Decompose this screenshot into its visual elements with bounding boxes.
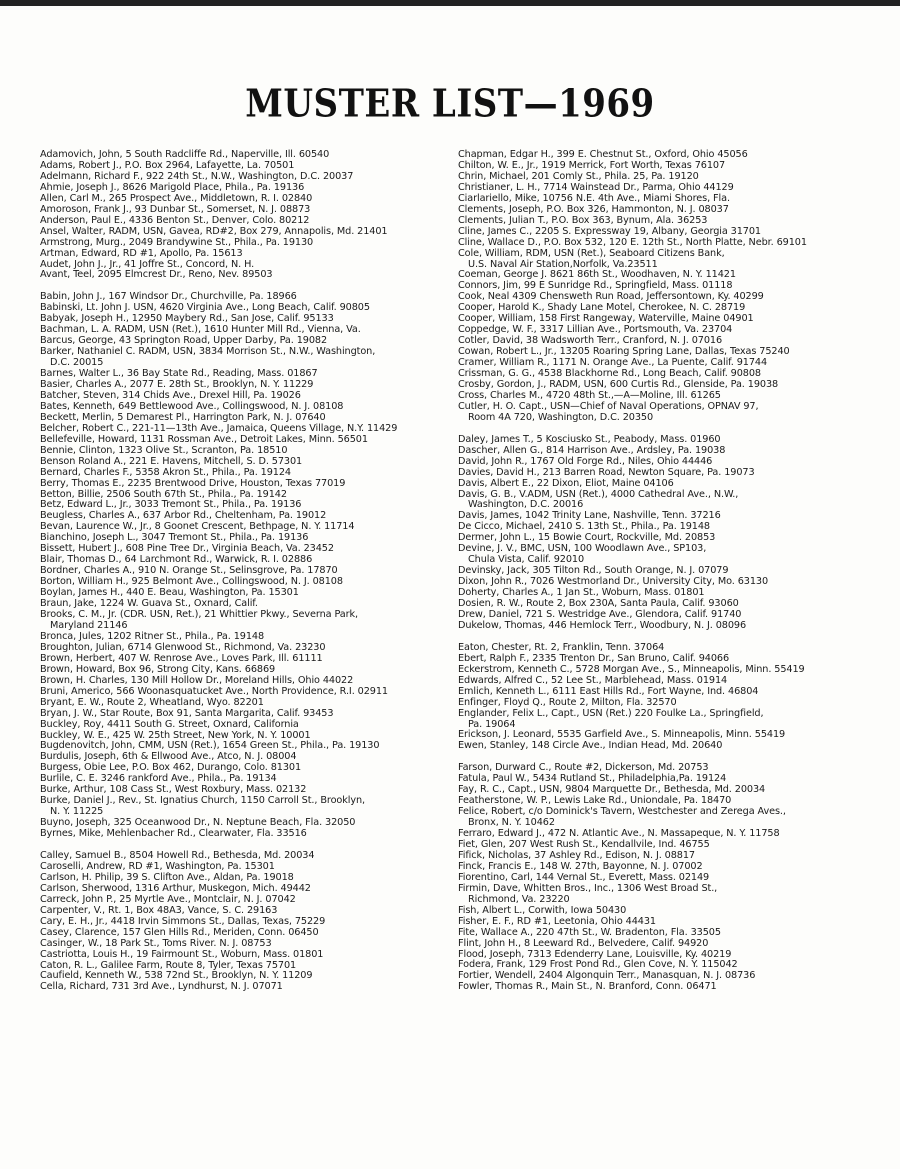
muster-entry: Basier, Charles A., 2077 E. 28th St., Brooklyn, N. Y. 11229 [40, 379, 314, 390]
muster-entry: Emlich, Kenneth L., 6111 East Hills Rd., Fort Wayne, Ind. 46804 [458, 685, 759, 697]
muster-entry: Ewen, Stanley, 148 Circle Ave., Indian Head, Md. 20640 [458, 740, 723, 752]
muster-entry: Carlson, H. Philip, 39 S. Clifton Ave., Aldan, Pa. 19018 [40, 871, 294, 883]
muster-entry-continuation: Maryland 21146 [50, 619, 128, 631]
muster-entry: Bachman, L. A. RADM, USN (Ret.), 1610 Hunter Mill Rd., Vienna, Va. [40, 324, 361, 336]
muster-entry: Burgess, Obie Lee, P.O. Box 462, Durango, Colo. 81301 [40, 762, 302, 774]
page-title: MUSTER LIST—1969 [245, 81, 655, 127]
muster-entry: Firmin, Dave, Whitten Bros., Inc., 1306 West Broad St., [458, 882, 718, 894]
muster-entry: Fite, Wallace A., 220 47th St., W. Bradenton, Fla. 33505 [458, 926, 721, 938]
muster-entry-continuation: Richmond, Va. 23220 [468, 893, 570, 905]
muster-entry: Bryant, E. W., Route 2, Wheatland, Wyo. 82201 [40, 696, 264, 708]
muster-entry: Doherty, Charles A., 1 Jan St., Woburn, Mass. 01801 [458, 587, 705, 599]
muster-entry: Brown, Herbert, 407 W. Renrose Ave., Loves Park, Ill. 61111 [40, 652, 323, 664]
muster-entry: Chapman, Edgar H., 399 E. Chestnut St., Oxford, Ohio 45056 [458, 149, 748, 160]
muster-entry: Casinger, W., 18 Park St., Toms River. N. J. 08753 [40, 937, 272, 949]
muster-entry: Crissman, G. G., 4538 Blackhorne Rd., Long Beach, Calif. 90808 [458, 368, 761, 380]
muster-entry: Cary, E. H., Jr., 4418 Irvin Simmons St., Dallas, Texas, 75229 [40, 915, 326, 927]
muster-entry: Crosby, Gordon, J., RADM, USN, 600 Curtis Rd., Glenside, Pa. 19038 [458, 379, 779, 391]
muster-entry-continuation: Chula Vista, Calif. 92010 [468, 554, 585, 566]
muster-entry: Bellefeville, Howard, 1131 Rossman Ave., Detroit Lakes, Minn. 56501 [40, 433, 368, 445]
muster-entry: Buyno, Joseph, 325 Oceanwood Dr., N. Neptune Beach, Fla. 32050 [40, 817, 356, 829]
muster-entry: Caton, R. L., Galilee Farm, Route 8, Tyler, Texas 75701 [40, 959, 297, 971]
muster-entry: Carlson, Sherwood, 1316 Arthur, Muskegon, Mich. 49442 [40, 882, 311, 894]
muster-entry: Betz, Edward L., Jr., 3033 Tremont St., Phila., Pa. 19136 [40, 499, 302, 511]
muster-entry: Ansel, Walter, RADM, USN, Gavea, RD#2, Box 279, Annapolis, Md. 21401 [40, 225, 388, 237]
muster-entry-continuation: Room 4A 720, Washington, D.C. 20350 [468, 411, 654, 423]
muster-entry-continuation: Pa. 19064 [468, 718, 516, 730]
muster-entry: Babyak, Joseph H., 12950 Maybery Rd., San Jose, Calif. 95133 [40, 313, 334, 325]
muster-entry: Dascher, Allen G., 814 Harrison Ave., Ardsley, Pa. 19038 [458, 444, 726, 456]
muster-entry: Eckerstrom, Kenneth C., 5728 Morgan Ave., S., Minneapolis, Minn. 55419 [458, 663, 805, 675]
muster-entry: Davis, G. B., V.ADM, USN (Ret.), 4000 Cathedral Ave., N.W., [458, 488, 739, 500]
muster-entry: Brown, H. Charles, 130 Mill Hollow Dr., Moreland Hills, Ohio 44022 [40, 674, 354, 686]
muster-entry: Bugdenovitch, John, CMM, USN (Ret.), 1654 Green St., Phila., Pa. 19130 [40, 740, 380, 752]
muster-entry: Fifick, Nicholas, 37 Ashley Rd., Edison, N. J. 08817 [458, 849, 695, 861]
muster-entry: Cook, Neal 4309 Chensweth Run Road, Jeffersontown, Ky. 40299 [458, 291, 764, 303]
muster-entry: Brooks, C. M., Jr. (CDR. USN, Ret.), 21 Whittier Pkwy., Severna Park, [40, 609, 358, 621]
muster-entry: Carpenter, V., Rt. 1, Box 48A3, Vance, S. C. 29163 [40, 904, 278, 916]
muster-entry: Babinski, Lt. John J. USN, 4620 Virginia Ave., Long Beach, Calif. 90805 [40, 302, 370, 314]
muster-entry: Byrnes, Mike, Mehlenbacher Rd., Clearwater, Fla. 33516 [40, 828, 307, 840]
muster-entry: Eaton, Chester, Rt. 2, Franklin, Tenn. 37064 [458, 641, 665, 653]
muster-entry: Cline, James C., 2205 S. Expressway 19, Albany, Georgia 31701 [458, 225, 761, 237]
muster-entry: Adelmann, Richard F., 922 24th St., N.W., Washington, D.C. 20037 [40, 170, 354, 182]
muster-entry: Castriotta, Louis H., 19 Fairmount St., Woburn, Mass. 01801 [40, 948, 324, 960]
muster-entry: Bronca, Jules, 1202 Ritner St., Phila., Pa. 19148 [40, 630, 265, 642]
muster-entry: Bates, Kenneth, 649 Bettlewood Ave., Collingswood, N. J. 08108 [40, 400, 344, 412]
muster-entry: Boylan, James H., 440 E. Beau, Washington, Pa. 15301 [40, 587, 299, 599]
muster-entry: De Cicco, Michael, 2410 S. 13th St., Phila., Pa. 19148 [458, 521, 710, 533]
muster-entry: Erickson, J. Leonard, 5535 Garfield Ave., S. Minneapolis, Minn. 55419 [458, 729, 786, 741]
muster-entry: Carreck, John P., 25 Myrtle Ave., Montclair, N. J. 07042 [40, 893, 296, 905]
muster-entry: Fiorentino, Carl, 144 Vernal St., Everett, Mass. 02149 [458, 871, 710, 883]
muster-entry: Beckett, Merlin, 5 Demarest Pl., Harrington Park, N. J. 07640 [40, 411, 326, 423]
muster-entry-continuation: U.S. Naval Air Station,Norfolk, Va.23511 [468, 258, 658, 270]
muster-entry: Enfinger, Floyd Q., Route 2, Milton, Fla. 32570 [458, 696, 677, 708]
muster-entry: Blair, Thomas D., 64 Larchmont Rd., Warwick, R. I. 02886 [40, 554, 313, 566]
muster-entry: Cutler, H. O. Capt., USN—Chief of Naval Operations, OPNAV 97, [458, 400, 759, 412]
muster-entry: Cooper, William, 158 First Rangeway, Waterville, Maine 04901 [458, 313, 754, 325]
muster-entry: Dukelow, Thomas, 446 Hemlock Terr., Woodbury, N. J. 08096 [458, 619, 747, 631]
muster-entry: Felice, Robert, c/o Dominick's Tavern, Westchester and Zerega Aves., [458, 806, 786, 818]
muster-entry: Fortier, Wendell, 2404 Algonquin Terr., Manasquan, N. J. 08736 [458, 970, 756, 982]
muster-entry: Adamovich, John, 5 South Radcliffe Rd., Naperville, Ill. 60540 [40, 149, 330, 160]
muster-entry: Clements, Joseph, P.O. Box 326, Hammonton, N. J. 08037 [458, 203, 729, 215]
muster-entry: Audet, John J., Jr., 41 Joffre St., Concord, N. H. [40, 258, 255, 270]
muster-entry-continuation: Bronx, N. Y. 10462 [468, 817, 555, 829]
muster-entry: Ferraro, Edward J., 472 N. Atlantic Ave., N. Massapeque, N. Y. 11758 [458, 828, 780, 840]
muster-entry-continuation: D.C. 20015 [50, 357, 104, 369]
muster-entry: Coppedge, W. F., 3317 Lillian Ave., Portsmouth, Va. 23704 [458, 324, 733, 336]
muster-entry: Avant, Teel, 2095 Elmcrest Dr., Reno, Nev. 89503 [40, 269, 273, 281]
left-column [40, 150, 460, 993]
muster-entry: Armstrong, Murg., 2049 Brandywine St., Phila., Pa. 19130 [40, 236, 314, 248]
muster-entry: Ciarlariello, Mike, 10756 N.E. 4th Ave., Miami Shores, Fla. [458, 192, 730, 204]
right-column [458, 150, 888, 993]
muster-entry: Anderson, Paul E., 4336 Benton St., Denver, Colo. 80212 [40, 214, 310, 226]
muster-entry: Bryan, J. W., Star Route, Box 91, Santa Margarita, Calif. 93453 [40, 707, 334, 719]
muster-entry: Clements, Julian T., P.O. Box 363, Bynum, Ala. 36253 [458, 214, 708, 226]
muster-entry: Finck, Francis E., 148 W. 27th, Bayonne, N. J. 07002 [458, 860, 703, 872]
muster-entry: Fowler, Thomas R., Main St., N. Branford, Conn. 06471 [458, 981, 717, 993]
muster-entry: Bissett, Hubert J., 608 Pine Tree Dr., Virginia Beach, Va. 23452 [40, 543, 334, 555]
muster-entry: Bordner, Charles A., 910 N. Orange St., Selinsgrove, Pa. 17870 [40, 565, 338, 577]
muster-entry: Bianchino, Joseph L., 3047 Tremont St., Phila., Pa. 19136 [40, 532, 309, 544]
muster-entry: Cooper, Harold K., Shady Lane Motel, Cherokee, N. C. 28719 [458, 302, 746, 314]
muster-entry: Batcher, Steven, 314 Chids Ave., Drexel Hill, Pa. 19026 [40, 389, 301, 401]
muster-entry: Cole, William, RDM, USN (Ret.), Seaboard Citizens Bank, [458, 247, 725, 259]
muster-entry: Davis, James, 1042 Trinity Lane, Nashville, Tenn. 37216 [458, 510, 721, 522]
muster-entry: Davis, Albert E., 22 Dixon, Eliot, Maine 04106 [458, 477, 674, 489]
muster-entry: Cramer, William R., 1171 N. Orange Ave., La Puente, Calif. 91744 [458, 357, 768, 369]
muster-entry: Bennie, Clinton, 1323 Olive St., Scranton, Pa. 18510 [40, 444, 288, 456]
muster-entry: Coeman, George J. 8621 86th St., Woodhaven, N. Y. 11421 [458, 269, 736, 281]
muster-entry: Barnes, Walter L., 36 Bay State Rd., Reading, Mass. 01867 [40, 368, 318, 380]
muster-entry: Flood, Joseph, 7313 Edenderry Lane, Louisville, Ky. 40219 [458, 948, 732, 960]
muster-entry: Brown, Howard, Box 96, Strong City, Kans. 66869 [40, 663, 276, 675]
muster-entry: Braun, Jake, 1224 W. Guava St., Oxnard, Calif. [40, 598, 258, 610]
muster-entry: Devinsky, Jack, 305 Tilton Rd., South Orange, N. J. 07079 [458, 565, 729, 577]
muster-entry: Babin, John J., 167 Windsor Dr., Churchville, Pa. 18966 [40, 291, 297, 303]
muster-entry: Drew, Daniel, 721 S. Westridge Ave., Glendora, Calif. 91740 [458, 609, 742, 621]
muster-entry: Broughton, Julian, 6714 Glenwood St., Richmond, Va. 23230 [40, 641, 326, 653]
muster-entry: Dixon, John R., 7026 Westmorland Dr., University City, Mo. 63130 [458, 576, 769, 588]
muster-entry: Chilton, W. E., Jr., 1919 Merrick, Fort Worth, Texas 76107 [458, 159, 726, 171]
muster-entry-continuation: Washington, D.C. 20016 [468, 499, 584, 511]
muster-entry: Englander, Felix L., Capt., USN (Ret.) 220 Foulke La., Springfield, [458, 707, 764, 719]
muster-entry: Ahmie, Joseph J., 8626 Marigold Place, Phila., Pa. 19136 [40, 181, 305, 193]
muster-entry: Bevan, Laurence W., Jr., 8 Goonet Crescent, Bethpage, N. Y. 11714 [40, 521, 355, 533]
muster-entry: Cella, Richard, 731 3rd Ave., Lyndhurst, N. J. 07071 [40, 981, 283, 993]
muster-entry: Allen, Carl M., 265 Prospect Ave., Middletown, R. I. 02840 [40, 192, 313, 204]
muster-entry: Featherstone, W. P., Lewis Lake Rd., Uniondale, Pa. 18470 [458, 795, 732, 807]
muster-entry: Daley, James T., 5 Kosciusko St., Peabody, Mass. 01960 [458, 433, 721, 445]
muster-entry: Chrin, Michael, 201 Comly St., Phila. 25, Pa. 19120 [458, 170, 699, 182]
muster-entry: Benson Roland A., 221 E. Havens, Mitchell, S. D. 57301 [40, 455, 303, 467]
muster-entry: Edwards, Alfred C., 52 Lee St., Marblehead, Mass. 01914 [458, 674, 728, 686]
muster-entry: Cowan, Robert L., Jr., 13205 Roaring Spring Lane, Dallas, Texas 75240 [458, 346, 790, 358]
muster-entry: Fisher, E. F., RD #1, Leetonia, Ohio 44431 [458, 915, 656, 927]
muster-entry: Davies, David H., 213 Barren Road, Newton Square, Pa. 19073 [458, 466, 755, 478]
muster-entry: Berry, Thomas E., 2235 Brentwood Drive, Houston, Texas 77019 [40, 477, 346, 489]
muster-entry: Devine, J. V., BMC, USN, 100 Woodlawn Ave., SP103, [458, 543, 707, 555]
muster-entry: Ebert, Ralph F., 2335 Trenton Dr., San Bruno, Calif. 94066 [458, 652, 730, 664]
muster-entry: Beugless, Charles A., 637 Arbor Rd., Cheltenham, Pa. 19012 [40, 510, 327, 522]
muster-entry: Cotler, David, 38 Wadsworth Terr., Cranford, N. J. 07016 [458, 335, 723, 347]
muster-entry: Bernard, Charles F., 5358 Akron St., Phila., Pa. 19124 [40, 466, 291, 478]
muster-entry: Dosien, R. W., Route 2, Box 230A, Santa Paula, Calif. 93060 [458, 598, 739, 610]
muster-entry: Casey, Clarence, 157 Glen Hills Rd., Meriden, Conn. 06450 [40, 926, 319, 938]
muster-entry: Caufield, Kenneth W., 538 72nd St., Brooklyn, N. Y. 11209 [40, 970, 313, 982]
muster-entry: Calley, Samuel B., 8504 Howell Rd., Bethesda, Md. 20034 [40, 849, 315, 861]
muster-entry: Caroselli, Andrew, RD #1, Washington, Pa. 15301 [40, 860, 275, 872]
muster-entry: Fiet, Glen, 207 West Rush St., Kendallvile, Ind. 46755 [458, 839, 710, 850]
muster-entry: Flint, John H., 8 Leeward Rd., Belvedere, Calif. 94920 [458, 937, 709, 949]
muster-entry-continuation: N. Y. 11225 [50, 806, 104, 818]
muster-entry: Belcher, Robert C., 221-11—13th Ave., Jamaica, Queens Village, N.Y. 11429 [40, 422, 398, 434]
muster-entry: Barcus, George, 43 Springton Road, Upper Darby, Pa. 19082 [40, 335, 328, 347]
muster-entry: David, John R., 1767 Old Forge Rd., Niles, Ohio 44446 [458, 455, 713, 467]
muster-entry: Artman, Edward, RD #1, Apollo, Pa. 15613 [40, 247, 243, 259]
muster-entry: Fodera, Frank, 129 Frost Pond Rd., Glen Cove, N. Y. 115042 [458, 959, 738, 971]
muster-entry: Betton, Billie, 2506 South 67th St., Phila., Pa. 19142 [40, 488, 287, 500]
muster-entry: Burke, Daniel J., Rev., St. Ignatius Church, 1150 Carroll St., Brooklyn, [40, 795, 365, 807]
muster-entry: Burke, Arthur, 108 Cass St., West Roxbury, Mass. 02132 [40, 784, 307, 796]
muster-entry: Connors, Jim, 99 E Sunridge Rd., Springfield, Mass. 01118 [458, 280, 733, 292]
muster-entry: Amoroson, Frank J., 93 Dunbar St., Somerset, N. J. 08873 [40, 203, 311, 215]
muster-entry: Cross, Charles M., 4720 48th St.,—A—Moline, Ill. 61265 [458, 389, 721, 401]
muster-entry: Buckley, Roy, 4411 South G. Street, Oxnard, California [40, 718, 299, 730]
page-top-edge [0, 0, 900, 6]
muster-entry: Fatula, Paul W., 5434 Rutland St., Philadelphia,Pa. 19124 [458, 773, 727, 785]
muster-entry: Borton, William H., 925 Belmont Ave., Collingswood, N. J. 08108 [40, 576, 343, 588]
muster-entry: Barker, Nathaniel C. RADM, USN, 3834 Morrison St., N.W., Washington, [40, 346, 376, 358]
muster-entry: Bruni, Americo, 566 Woonasquatucket Ave., North Providence, R.I. 02911 [40, 685, 388, 697]
muster-entry: Burdulis, Joseph, 6th & Ellwood Ave., Atco, N. J. 08004 [40, 751, 297, 763]
muster-entry: Buckley, W. E., 425 W. 25th Street, New York, N. Y. 10001 [40, 729, 311, 741]
muster-entry: Burlile, C. E. 3246 rankford Ave., Phila., Pa. 19134 [40, 773, 277, 785]
muster-entry: Dermer, John L., 15 Bowie Court, Rockville, Md. 20853 [458, 532, 716, 544]
muster-entry: Farson, Durward C., Route #2, Dickerson, Md. 20753 [458, 762, 709, 774]
muster-entry: Fish, Albert L., Corwith, Iowa 50430 [458, 904, 627, 916]
muster-entry: Cline, Wallace D., P.O. Box 532, 120 E. 12th St., North Platte, Nebr. 69101 [458, 236, 807, 248]
muster-entry: Adams, Robert J., P.O. Box 2964, Lafayette, La. 70501 [40, 159, 295, 171]
muster-entry: Christianer, L. H., 7714 Wainstead Dr., Parma, Ohio 44129 [458, 181, 734, 193]
muster-entry: Fay, R. C., Capt., USN, 9804 Marquette Dr., Bethesda, Md. 20034 [458, 784, 766, 796]
